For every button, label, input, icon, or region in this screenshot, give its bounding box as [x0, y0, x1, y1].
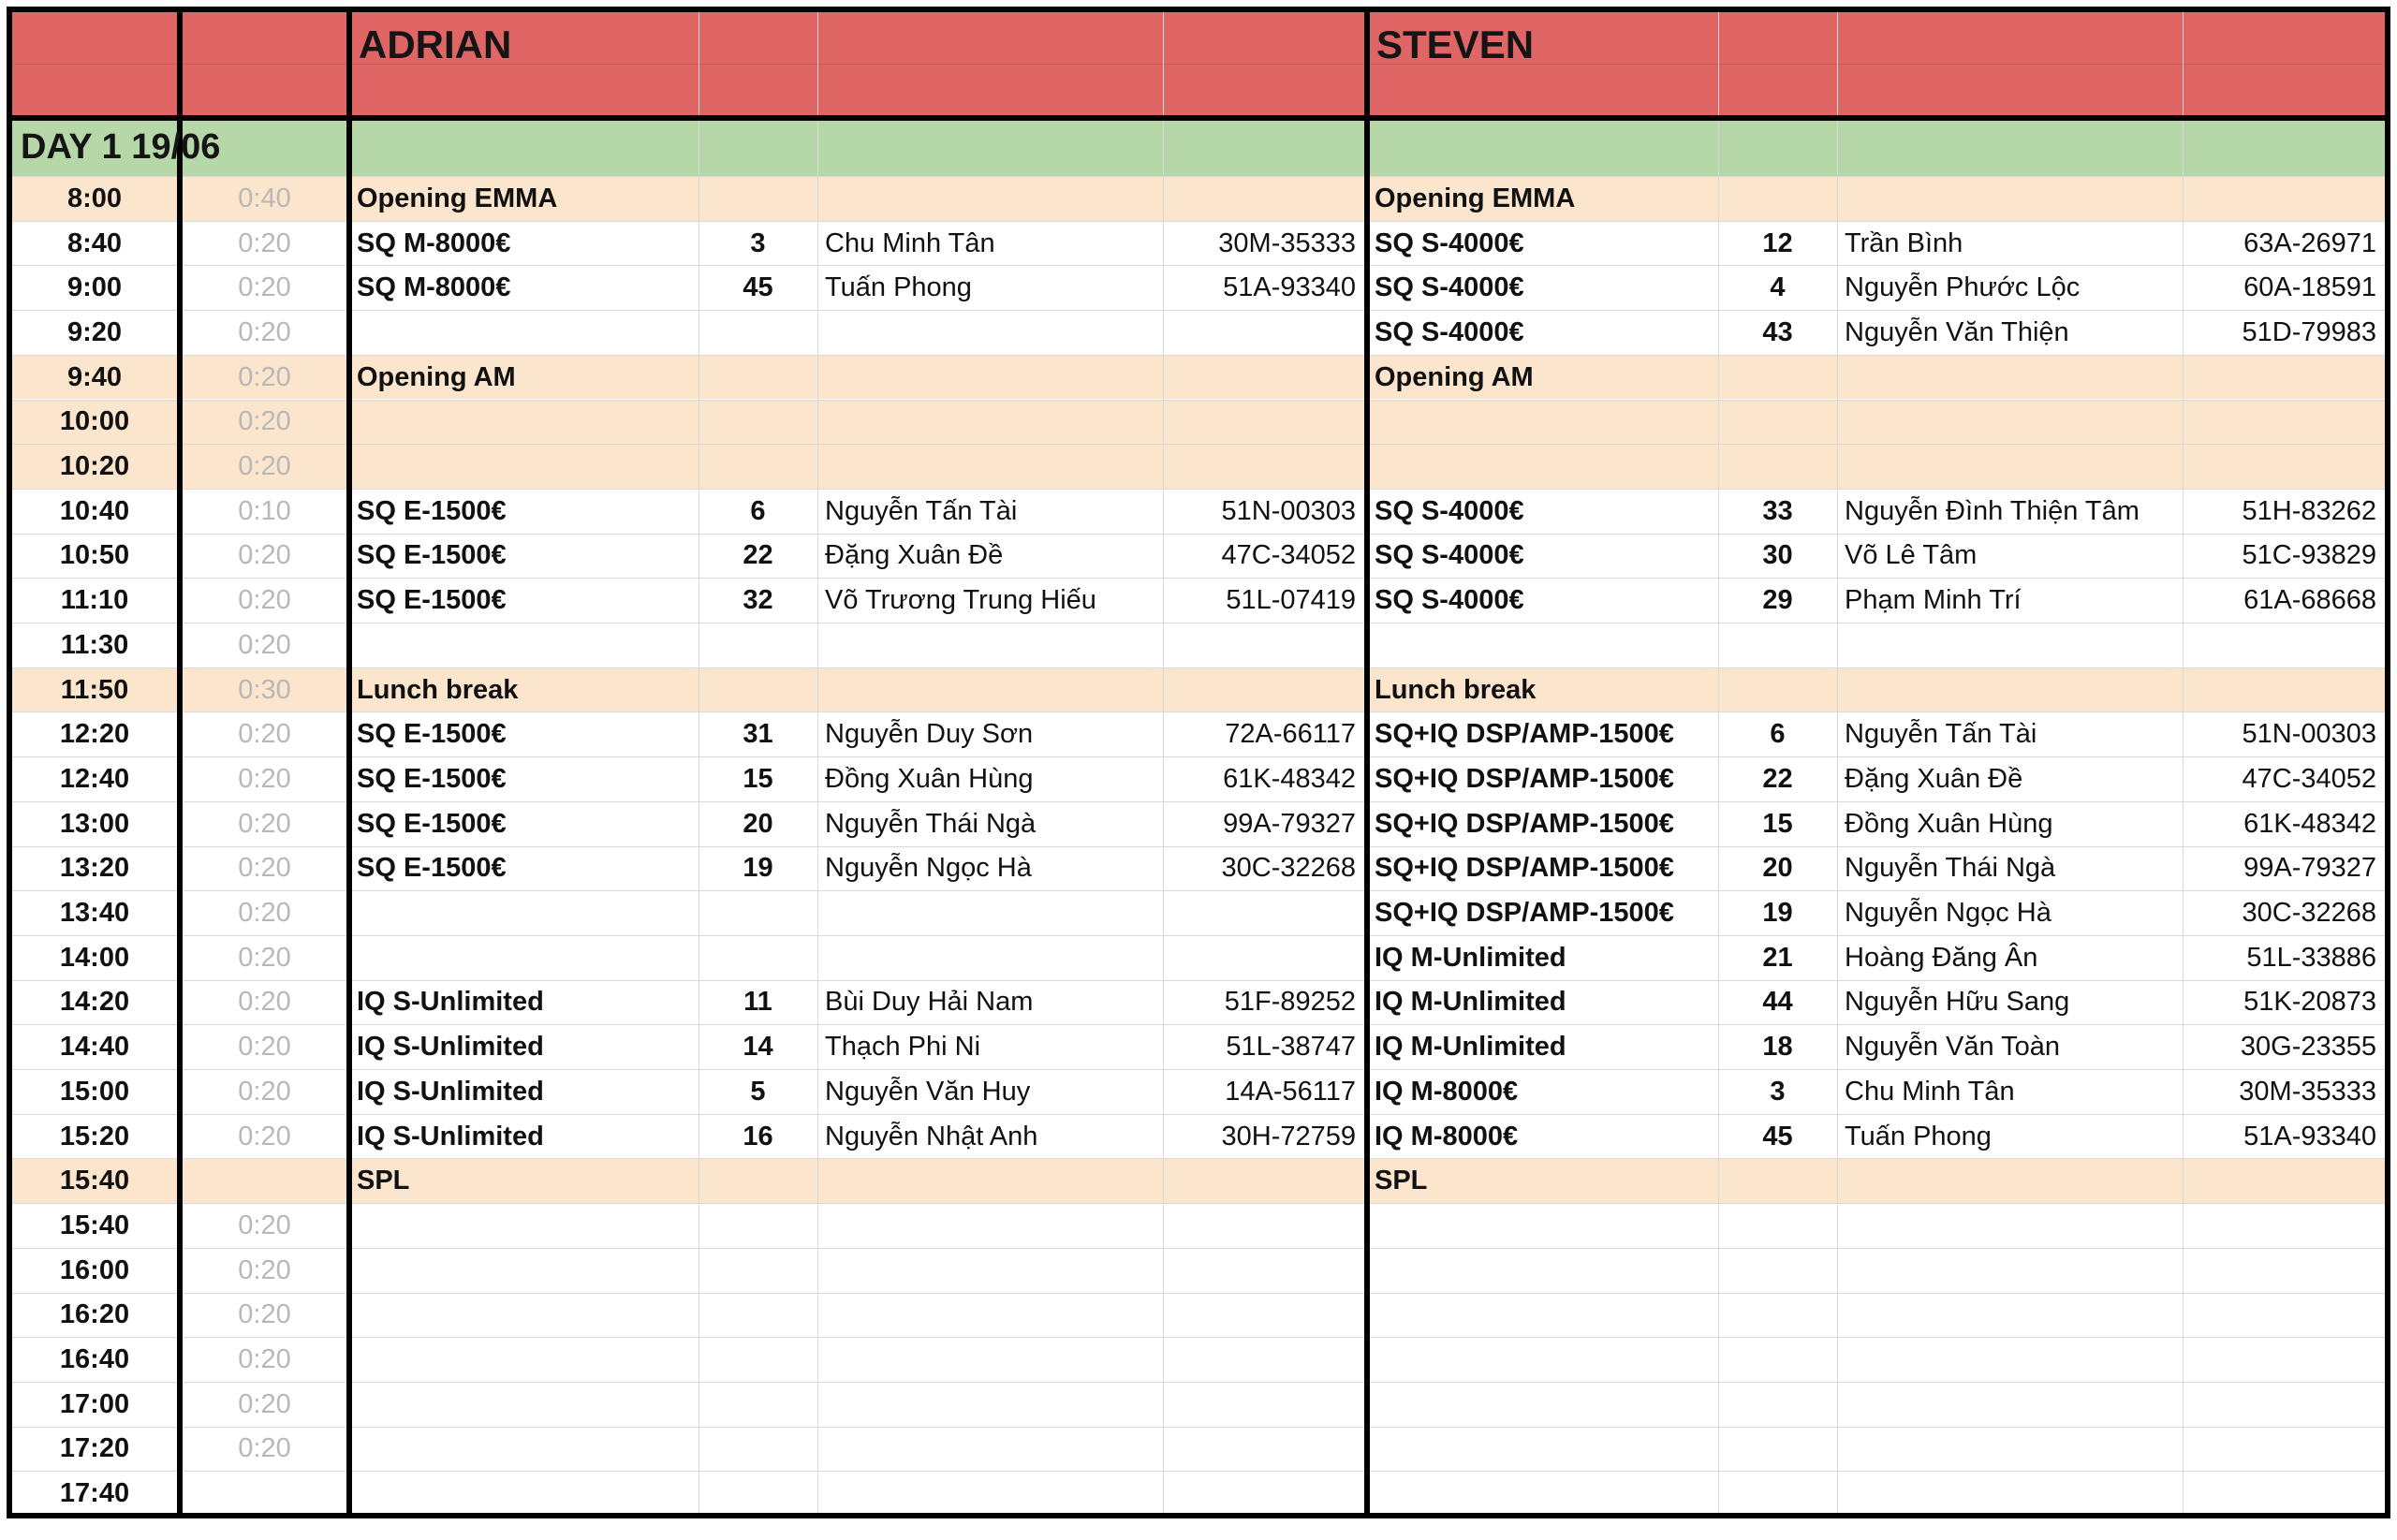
adrian-plate-number: 51L-38747 — [1226, 1032, 1356, 1063]
adrian-contestant-name: Thạch Phi Ni — [825, 1032, 981, 1063]
presenter-steven: STEVEN — [1376, 22, 1535, 66]
adrian-item-title: SQ E-1500€ — [357, 585, 507, 616]
time-cell: 11:10 — [60, 585, 129, 616]
steven-plate-number: 51A-93340 — [2243, 1121, 2376, 1151]
duration-cell: 0:20 — [238, 629, 291, 660]
time-cell: 10:20 — [59, 451, 130, 482]
duration-cell: 0:20 — [238, 227, 291, 258]
steven-plate-number: 51D-79983 — [2242, 316, 2376, 347]
steven-contestant-number: 43 — [1762, 316, 1793, 347]
row-grid-line — [9, 1471, 2388, 1472]
time-cell: 16:40 — [59, 1344, 130, 1375]
adrian-contestant-name: Nguyễn Tấn Tài — [825, 495, 1018, 526]
steven-plate-number: 47C-34052 — [2242, 763, 2376, 794]
steven-contestant-number: 30 — [1762, 540, 1793, 571]
time-cell: 10:40 — [59, 495, 130, 526]
time-cell: 14:00 — [59, 942, 130, 973]
adrian-item-title: SQ M-8000€ — [357, 227, 511, 258]
adrian-contestant-name: Võ Trương Trung Hiếu — [825, 585, 1096, 616]
time-cell: 9:00 — [66, 272, 123, 303]
time-cell: 13:20 — [59, 853, 130, 884]
steven-contestant-number: 12 — [1762, 227, 1793, 258]
adrian-plate-number: 30C-32268 — [1221, 853, 1356, 884]
time-cell: 12:40 — [59, 763, 130, 794]
adrian-item-title: SQ E-1500€ — [357, 540, 507, 571]
steven-item-title: IQ M-8000€ — [1375, 1121, 1519, 1151]
duration-cell: 0:20 — [238, 585, 291, 616]
steven-plate-number: 30M-35333 — [2239, 1076, 2376, 1107]
steven-contestant-name: Phạm Minh Trí — [1845, 585, 2022, 616]
adrian-item-title: SQ E-1500€ — [357, 495, 507, 526]
duration-cell: 0:20 — [238, 361, 291, 392]
steven-contestant-number: 15 — [1762, 808, 1793, 839]
adrian-contestant-number: 11 — [743, 987, 772, 1018]
duration-cell: 0:20 — [238, 1299, 291, 1330]
time-cell: 11:50 — [60, 674, 129, 705]
adrian-contestant-number: 22 — [743, 540, 773, 571]
duration-cell: 0:20 — [238, 1254, 291, 1285]
row-grid-line — [9, 1248, 2388, 1249]
adrian-item-title: IQ S-Unlimited — [357, 1076, 544, 1107]
steven-item-title: IQ M-Unlimited — [1375, 987, 1566, 1018]
row-grid-line — [9, 444, 2388, 445]
steven-plate-number: 51K-20873 — [2243, 987, 2376, 1018]
adrian-plate-number: 47C-34052 — [1221, 540, 1356, 571]
time-cell: 14:20 — [59, 987, 130, 1018]
day-band — [9, 118, 2388, 176]
time-cell: 12:20 — [59, 719, 130, 750]
adrian-contestant-number: 3 — [750, 227, 766, 258]
adrian-contestant-number: 45 — [743, 272, 773, 303]
steven-plate-number: 30C-32268 — [2242, 898, 2376, 929]
adrian-plate-number: 51N-00303 — [1221, 495, 1356, 526]
adrian-contestant-name: Bùi Duy Hải Nam — [825, 987, 1034, 1018]
steven-contestant-number: 44 — [1762, 987, 1793, 1018]
duration-cell: 0:20 — [238, 1076, 291, 1107]
adrian-contestant-name: Đặng Xuân Đề — [825, 540, 1004, 571]
steven-plate-number: 30G-23355 — [2240, 1032, 2376, 1063]
steven-contestant-name: Nguyễn Văn Thiện — [1845, 316, 2069, 347]
adrian-plate-number: 30M-35333 — [1218, 227, 1356, 258]
duration-cell: 0:20 — [238, 451, 291, 482]
row-grid-line — [9, 1337, 2388, 1338]
duration-cell: 0:20 — [238, 272, 291, 303]
steven-contestant-name: Nguyễn Đình Thiện Tâm — [1845, 495, 2140, 526]
steven-item-title: SQ S-4000€ — [1375, 316, 1524, 347]
time-cell: 13:40 — [59, 898, 130, 929]
adrian-item-title: IQ S-Unlimited — [357, 1121, 544, 1151]
duration-cell: 0:20 — [238, 942, 291, 973]
row-grid-line — [9, 1427, 2388, 1428]
time-cell: 9:20 — [66, 316, 123, 347]
steven-item-title: SQ S-4000€ — [1375, 585, 1524, 616]
steven-item-title: IQ M-8000€ — [1375, 1076, 1519, 1107]
adrian-contestant-name: Đồng Xuân Hùng — [825, 763, 1034, 794]
adrian-item-title: Opening AM — [357, 361, 516, 392]
steven-contestant-name: Nguyễn Văn Toàn — [1845, 1032, 2061, 1063]
time-cell: 9:40 — [66, 361, 123, 392]
steven-contestant-number: 21 — [1762, 942, 1793, 973]
adrian-plate-number: 61K-48342 — [1223, 763, 1356, 794]
steven-item-title: SQ S-4000€ — [1375, 272, 1524, 303]
adrian-contestant-number: 31 — [743, 719, 773, 750]
adrian-item-title: IQ S-Unlimited — [357, 1032, 544, 1063]
adrian-plate-number: 14A-56117 — [1225, 1076, 1356, 1107]
steven-plate-number: 60A-18591 — [2243, 272, 2376, 303]
time-cell: 15:20 — [59, 1121, 130, 1151]
adrian-plate-number: 30H-72759 — [1221, 1121, 1356, 1151]
steven-contestant-name: Trần Bình — [1845, 227, 1963, 258]
time-cell: 13:00 — [59, 808, 130, 839]
adrian-plate-number: 72A-66117 — [1225, 719, 1356, 750]
duration-cell: 0:20 — [238, 1433, 291, 1464]
duration-cell: 0:20 — [238, 1210, 291, 1240]
steven-plate-number: 51L-33886 — [2246, 942, 2376, 973]
steven-contestant-number: 18 — [1762, 1032, 1793, 1063]
steven-contestant-name: Nguyễn Ngọc Hà — [1845, 898, 2051, 929]
duration-cell: 0:20 — [238, 1121, 291, 1151]
duration-cell: 0:20 — [238, 1032, 291, 1063]
steven-contestant-number: 20 — [1762, 853, 1793, 884]
time-cell: 17:20 — [59, 1433, 130, 1464]
adrian-item-title: SQ M-8000€ — [357, 272, 511, 303]
adrian-contestant-name: Nguyễn Ngọc Hà — [825, 853, 1032, 884]
adrian-item-title: SQ E-1500€ — [357, 719, 507, 750]
adrian-item-title: Opening EMMA — [357, 183, 558, 213]
duration-cell: 0:20 — [238, 406, 291, 437]
time-cell: 15:40 — [59, 1210, 130, 1240]
steven-item-title: SQ S-4000€ — [1375, 495, 1524, 526]
steven-item-title: SQ+IQ DSP/AMP-1500€ — [1375, 898, 1674, 929]
adrian-contestant-number: 19 — [743, 853, 773, 884]
time-cell: 14:40 — [59, 1032, 130, 1063]
adrian-item-title: IQ S-Unlimited — [357, 987, 544, 1018]
steven-contestant-name: Nguyễn Thái Ngà — [1845, 853, 2056, 884]
steven-item-title: Opening AM — [1375, 361, 1534, 392]
adrian-contestant-name: Nguyễn Duy Sơn — [825, 719, 1034, 750]
segment-row-bg — [9, 400, 2388, 445]
duration-cell: 0:20 — [238, 987, 291, 1018]
duration-cell: 0:10 — [238, 495, 291, 526]
adrian-plate-number: 99A-79327 — [1223, 808, 1356, 839]
steven-contestant-number: 33 — [1762, 495, 1793, 526]
adrian-contestant-number: 32 — [743, 585, 773, 616]
time-cell: 17:00 — [59, 1388, 130, 1419]
steven-plate-number: 51C-93829 — [2242, 540, 2376, 571]
adrian-contestant-number: 16 — [743, 1121, 773, 1151]
steven-contestant-name: Chu Minh Tân — [1845, 1076, 2015, 1107]
adrian-contestant-name: Chu Minh Tân — [825, 227, 995, 258]
adrian-contestant-number: 5 — [750, 1076, 766, 1107]
header-bottom-border — [7, 115, 2390, 121]
steven-contestant-number: 3 — [1770, 1076, 1786, 1107]
row-grid-line — [9, 1203, 2388, 1204]
adrian-item-title: Lunch break — [357, 674, 519, 705]
steven-plate-number: 99A-79327 — [2243, 853, 2376, 884]
adrian-contestant-number: 14 — [743, 1032, 773, 1063]
steven-item-title: SQ S-4000€ — [1375, 227, 1524, 258]
duration-cell: 0:30 — [238, 674, 291, 705]
adrian-contestant-number: 15 — [743, 763, 773, 794]
adrian-contestant-name: Nguyễn Nhật Anh — [825, 1121, 1038, 1151]
row-grid-line — [9, 1293, 2388, 1294]
row-grid-line — [9, 400, 2388, 401]
duration-cell: 0:20 — [238, 719, 291, 750]
time-cell: 16:20 — [59, 1299, 130, 1330]
adrian-plate-number: 51F-89252 — [1224, 987, 1356, 1018]
duration-cell: 0:20 — [238, 540, 291, 571]
adrian-plate-number: 51L-07419 — [1226, 585, 1356, 616]
adrian-contestant-name: Tuấn Phong — [825, 272, 972, 303]
day-label: DAY 1 19/06 — [21, 126, 221, 167]
steven-contestant-number: 4 — [1770, 272, 1786, 303]
adrian-contestant-name: Nguyễn Thái Ngà — [825, 808, 1037, 839]
steven-contestant-number: 6 — [1770, 719, 1786, 750]
steven-plate-number: 61K-48342 — [2243, 808, 2376, 839]
steven-contestant-number: 29 — [1762, 585, 1793, 616]
steven-item-title: IQ M-Unlimited — [1375, 942, 1566, 973]
steven-plate-number: 63A-26971 — [2243, 227, 2376, 258]
steven-contestant-name: Nguyễn Hữu Sang — [1845, 987, 2070, 1018]
steven-item-title: SPL — [1375, 1166, 1428, 1196]
steven-plate-number: 51N-00303 — [2242, 719, 2376, 750]
time-cell: 8:40 — [66, 227, 123, 258]
steven-plate-number: 51H-83262 — [2242, 495, 2376, 526]
time-cell: 11:30 — [60, 629, 129, 660]
adrian-item-title: SPL — [357, 1166, 410, 1196]
steven-contestant-number: 19 — [1762, 898, 1793, 929]
presenter-adrian: ADRIAN — [359, 22, 512, 66]
steven-item-title: Lunch break — [1375, 674, 1537, 705]
steven-item-title: Opening EMMA — [1375, 183, 1576, 213]
duration-cell: 0:20 — [238, 1344, 291, 1375]
adrian-plate-number: 51A-93340 — [1223, 272, 1356, 303]
row-grid-line — [9, 1382, 2388, 1383]
steven-plate-number: 61A-68668 — [2243, 585, 2376, 616]
adrian-item-title: SQ E-1500€ — [357, 853, 507, 884]
steven-contestant-name: Nguyễn Phước Lộc — [1845, 272, 2081, 303]
time-cell: 10:00 — [59, 406, 130, 437]
segment-row-bg — [9, 444, 2388, 489]
adrian-item-title: SQ E-1500€ — [357, 808, 507, 839]
steven-contestant-name: Nguyễn Tấn Tài — [1845, 719, 2037, 750]
time-cell: 16:00 — [59, 1254, 130, 1285]
time-cell: 10:50 — [59, 540, 130, 571]
steven-item-title: SQ+IQ DSP/AMP-1500€ — [1375, 719, 1674, 750]
steven-item-title: SQ+IQ DSP/AMP-1500€ — [1375, 808, 1674, 839]
adrian-contestant-number: 20 — [743, 808, 773, 839]
duration-cell: 0:20 — [238, 808, 291, 839]
steven-item-title: SQ+IQ DSP/AMP-1500€ — [1375, 763, 1674, 794]
steven-item-title: IQ M-Unlimited — [1375, 1032, 1566, 1063]
steven-contestant-name: Hoàng Đăng Ân — [1845, 942, 2038, 973]
bottom-border — [7, 1513, 2390, 1518]
steven-contestant-name: Đặng Xuân Đề — [1845, 763, 2023, 794]
time-cell: 8:00 — [66, 183, 123, 213]
time-cell: 15:00 — [59, 1076, 130, 1107]
steven-contestant-number: 45 — [1762, 1121, 1793, 1151]
adrian-contestant-name: Nguyễn Văn Huy — [825, 1076, 1031, 1107]
time-cell: 15:40 — [59, 1166, 130, 1196]
steven-item-title: SQ S-4000€ — [1375, 540, 1524, 571]
adrian-item-title: SQ E-1500€ — [357, 763, 507, 794]
duration-cell: 0:20 — [238, 898, 291, 929]
duration-cell: 0:20 — [238, 1388, 291, 1419]
duration-cell: 0:20 — [238, 316, 291, 347]
steven-contestant-name: Đồng Xuân Hùng — [1845, 808, 2053, 839]
time-cell: 17:40 — [59, 1478, 130, 1509]
adrian-contestant-number: 6 — [750, 495, 766, 526]
steven-contestant-number: 22 — [1762, 763, 1793, 794]
steven-contestant-name: Võ Lê Tâm — [1845, 540, 1978, 571]
steven-item-title: SQ+IQ DSP/AMP-1500€ — [1375, 853, 1674, 884]
duration-cell: 0:20 — [238, 853, 291, 884]
duration-cell: 0:20 — [238, 763, 291, 794]
duration-cell: 0:40 — [238, 183, 291, 213]
steven-contestant-name: Tuấn Phong — [1845, 1121, 1992, 1151]
